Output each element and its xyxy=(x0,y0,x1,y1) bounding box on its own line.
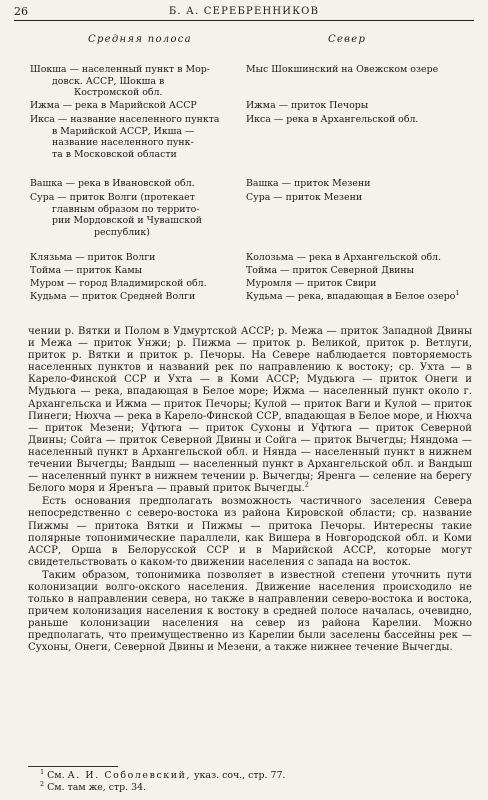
column-title-north: Север xyxy=(328,34,367,45)
table-cell-left: Сура — приток Волги (протекает главным образом по террито- рии Мордовской и Чувашской республик) xyxy=(30,192,202,238)
table-cell-right: Сура — приток Мезени xyxy=(246,192,363,203)
table-cell-left: Ижма — река в Марийской АССР xyxy=(30,100,197,111)
table-cell-right: Тойма — приток Северной Двины xyxy=(246,265,415,276)
footnotes xyxy=(40,767,286,793)
paragraph: чении р. Вятки и Полом в Удмуртской АССР; р. Межа — приток Западной Двины и Межа — приток Унжи; р. Пижма — приток р. Великой, приток р. Ветлуги, приток р. Вятки и приток р. Печоры. На Севере наблюдается повторяемость населенных пунктов и названий рек по направлению к востоку; ср. Ухта — в Карело-Финской ССР и Ухта — в Коми АССР; Мудьюга — приток Онеги и Мудьюга — река, впадающая в Белое море; Ижма — населенный пункт около г. Архангельска и Ижма — приток Печоры; Кулой — приток Ваги и Кулой — приток Пинеги; Нюхча — река в Карело-Финской ССР, впадающая в Белое море, и Нюхча — приток Мезени; Уфтюга — приток Сухоны и Уфтюга — приток Северной Двины; Сойга — приток Северной Двины и Сойга — приток Вычегды; Няндома — населенный пункт в Архангельской обл. и Нянда — населенный пункт в нижнем течении Вычегды; Вандыш — населенный пункт в Архангельской обл. и Вандыш — населенный пункт в нижнем течении р. Вычегды; Яренга — селение на берегу Белого моря и Яренъга — правый приток Вычегды.$^2$ xyxy=(28,326,472,495)
table-cell-left: Муром — город Владимирской обл. xyxy=(30,278,207,289)
table-cell-left: Шокша — населенный пункт в Мор- довск. АССР, Шокша в Костромской обл. xyxy=(30,64,210,99)
footnote-ref: 1 xyxy=(455,288,460,297)
table-cell-left: Клязьма — приток Волги xyxy=(30,252,156,263)
table-cell-left: Тойма — приток Камы xyxy=(30,265,143,276)
page-number: 26 xyxy=(14,4,28,18)
table-cell-right: Колозьма — река в Архангельской обл. xyxy=(246,252,442,263)
table-cell-right: Ижма — приток Печоры xyxy=(246,100,369,111)
table-cell-right: Мыс Шокшинский на Овежском озере xyxy=(246,64,439,75)
running-header xyxy=(14,4,474,18)
paragraph: Есть основания предполагать возможность частичного заселения Севера непосредственно с северо-востока из района Кировской области; ср. название Пижмы — притока Вятки и Пижмы — притока Печоры. Интересны такие полярные топонимические параллели, как Вишера в Новгородской обл. и Коми АССР, Орша в Белорусской ССР и в Марийской АССР, которые могут свидетельствовать о каком-то движении населения с запада на восток. xyxy=(28,496,472,568)
footnote: $^1$ См. А. И. Соболевский, указ. соч., стр. 77. xyxy=(40,767,286,781)
column-title-middle-zone: Средняя полоса xyxy=(88,34,192,45)
table-cell-right: Муромля — приток Свири xyxy=(246,278,377,289)
table-cell-left: Вашка — река в Ивановской обл. xyxy=(30,178,195,189)
table-cell-left: Кудьма — приток Средней Волги xyxy=(30,291,196,302)
footnote-rule xyxy=(28,766,118,767)
table-cell-right: Икса — река в Архангельской обл. xyxy=(246,114,419,125)
paragraph: Таким образом, топонимика позволяет в известной степени уточнить пути колонизации волго-окского населения. Движение населения происходило не только в направлении севера, но также в направлении северо-востока и востока, причем колонизация населения к востоку в средней полосе началась, очевидно, раньше колонизации населения на север из района Карелии. Можно предполагать, что преимущественно из Карелии были заселены бассейны рек — Сухоны, Онеги, Северной Двины и Мезени, а также нижнее течение Вычегды. xyxy=(28,569,472,654)
footnote-ref: 2 xyxy=(304,480,309,489)
body-text xyxy=(28,326,472,655)
footnote: $^2$ См. там же, стр. 34. xyxy=(40,779,147,793)
table-cell-right: Кудьма — река, впадающая в Белое озеро$^1$ xyxy=(246,288,460,302)
running-head-author: Б. А. СЕРЕБРЕННИКОВ xyxy=(168,5,320,17)
table-cell-left: Икса — название населенного пункта в Марийской АССР, Икша — название населенного пунк- та в Московской области xyxy=(30,114,220,160)
table-cell-right: Вашка — приток Мезени xyxy=(246,178,371,189)
header-rule xyxy=(14,20,474,21)
